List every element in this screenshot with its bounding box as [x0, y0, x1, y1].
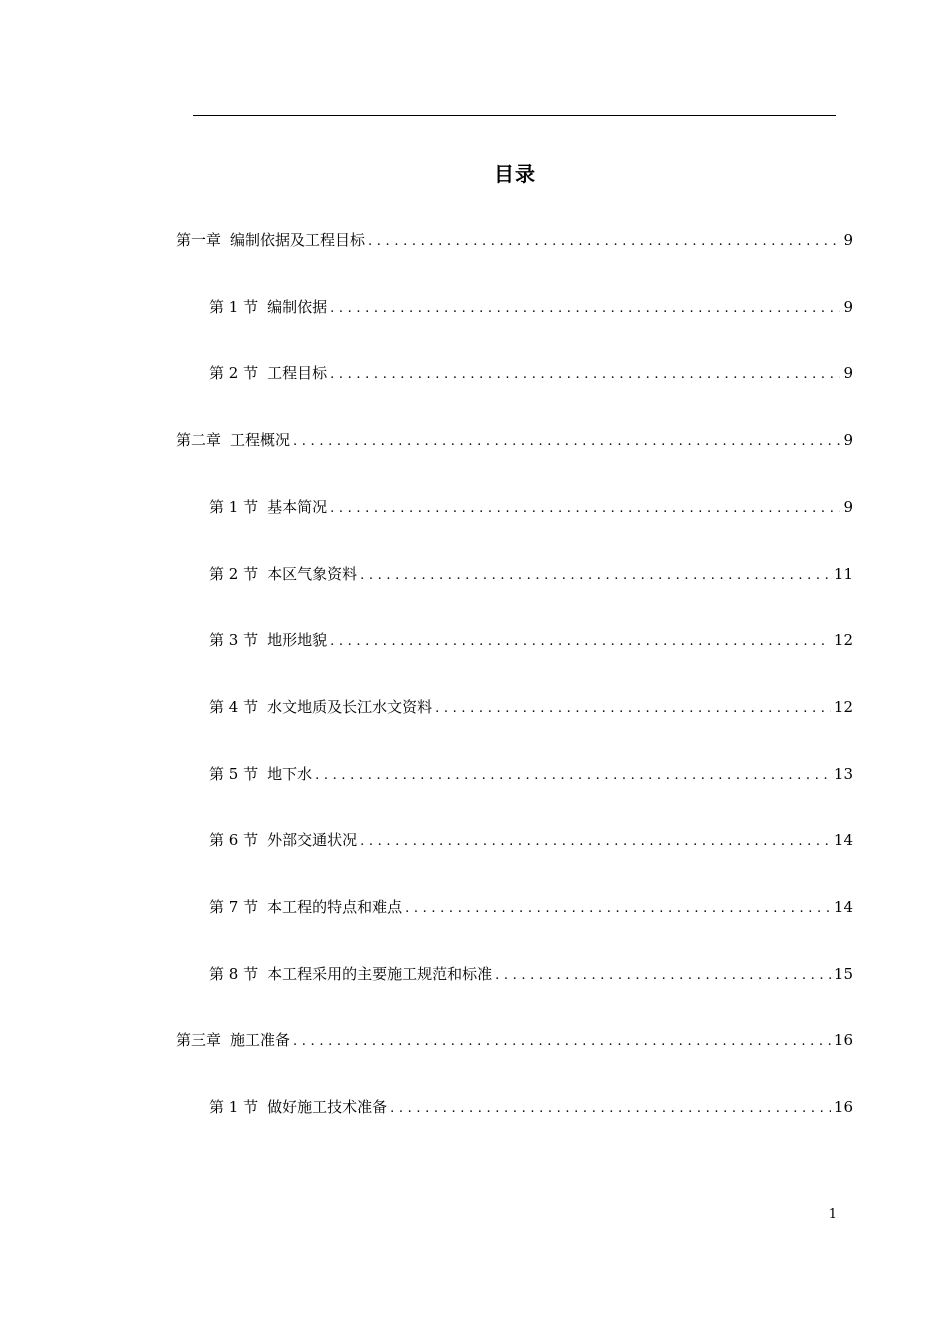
toc-entry-number: 第一章 [176, 231, 222, 249]
toc-entry-page: 16 [833, 1098, 853, 1117]
toc-dot-leader [390, 1098, 831, 1118]
toc-entry-page: 9 [843, 364, 853, 383]
toc-section-entry[interactable] [209, 1096, 853, 1118]
toc-entry-number: 第 1 节 [209, 297, 259, 316]
toc-entry-label [209, 296, 330, 318]
toc-entry-title: 本工程的特点和难点 [267, 898, 403, 916]
toc-entry-title: 基本简况 [267, 497, 328, 516]
page-number: 1 [828, 1207, 837, 1222]
toc-entry-title: 工程概况 [230, 431, 291, 450]
toc-entry-label [176, 229, 368, 251]
toc-entry-title: 做好施工技术准备 [267, 1098, 388, 1117]
toc-entry-number: 第 5 节 [209, 764, 259, 783]
toc-entry-page: 11 [833, 564, 853, 583]
toc-entry-title: 地形地貌 [267, 631, 328, 650]
toc-entry-number: 第二章 [176, 431, 222, 450]
toc-entry-page: 14 [833, 898, 853, 916]
toc-entry-title: 地下水 [267, 764, 313, 783]
toc-entry-title: 工程目标 [267, 364, 328, 383]
toc-entry-label [209, 896, 405, 918]
toc-entry-title: 水文地质及长江水文资料 [267, 697, 433, 716]
toc-section-entry[interactable] [209, 763, 853, 785]
toc-entry-page: 14 [833, 831, 853, 850]
toc-entry-label [209, 629, 330, 651]
toc-entry-label [209, 496, 330, 518]
toc-entry-label [176, 429, 293, 451]
toc-dot-leader [315, 765, 831, 785]
toc-entry-label [209, 763, 315, 785]
toc-section-entry[interactable] [209, 563, 853, 585]
toc-entry-label [209, 963, 495, 985]
toc-dot-leader [330, 498, 840, 518]
toc-section-entry[interactable] [209, 696, 853, 718]
toc-entry-title: 本工程采用的主要施工规范和标准 [267, 964, 493, 983]
toc-entry-number: 第 2 节 [209, 564, 259, 583]
toc-section-entry[interactable] [209, 829, 853, 851]
toc-dot-leader [330, 298, 840, 318]
toc-dot-leader [368, 231, 840, 251]
toc-section-entry[interactable] [209, 296, 853, 318]
toc-chapter-entry[interactable] [176, 429, 853, 451]
toc-dot-leader [360, 831, 831, 851]
toc-entry-number: 第 4 节 [209, 697, 259, 716]
toc-entry-label [209, 362, 330, 384]
toc-entry-page: 9 [843, 231, 853, 249]
toc-chapter-entry[interactable] [176, 229, 853, 251]
toc-entry-number: 第 1 节 [209, 497, 259, 516]
toc-section-entry[interactable] [209, 896, 853, 918]
toc-entry-number: 第 1 节 [209, 1098, 259, 1117]
toc-entry-number: 第 6 节 [209, 831, 259, 850]
toc-chapter-entry[interactable] [176, 1029, 853, 1051]
toc-entry-page: 16 [833, 1031, 853, 1050]
toc-entry-number: 第 2 节 [209, 364, 259, 383]
toc-dot-leader [330, 631, 831, 651]
toc-entry-title: 施工准备 [230, 1031, 291, 1050]
toc-dot-leader [330, 364, 840, 384]
toc-title: 目录 [494, 162, 536, 186]
toc-entry-title: 本区气象资料 [267, 564, 358, 583]
toc-entry-page: 9 [843, 497, 853, 516]
toc-entry-title: 编制依据及工程目标 [230, 231, 366, 249]
toc-section-entry[interactable] [209, 496, 853, 518]
toc-entry-page: 13 [833, 764, 853, 783]
toc-entry-page: 12 [833, 697, 853, 716]
toc-entry-title: 编制依据 [267, 297, 328, 316]
toc-section-entry[interactable] [209, 362, 853, 384]
toc-entry-page: 9 [843, 431, 853, 450]
toc-dot-leader [405, 898, 831, 918]
toc-entry-page: 12 [833, 631, 853, 650]
toc-entry-number: 第 8 节 [209, 964, 259, 983]
toc-dot-leader [435, 698, 831, 718]
toc-entry-label [176, 1029, 293, 1051]
toc-entry-label [209, 829, 360, 851]
toc-dot-leader [495, 965, 831, 985]
toc-entry-title: 外部交通状况 [267, 831, 358, 850]
toc-entry-number: 第 3 节 [209, 631, 259, 650]
toc-section-entry[interactable] [209, 629, 853, 651]
toc-entry-page: 15 [833, 964, 853, 983]
toc-entry-label [209, 696, 435, 718]
toc-dot-leader [293, 1031, 831, 1051]
toc-dot-leader [360, 565, 831, 585]
toc-dot-leader [293, 431, 840, 451]
toc-entry-number: 第三章 [176, 1031, 222, 1050]
toc-entry-label [209, 1096, 390, 1118]
toc-entry-label [209, 563, 360, 585]
toc-section-entry[interactable] [209, 963, 853, 985]
toc-entry-page: 9 [843, 297, 853, 316]
toc-entry-number: 第 7 节 [209, 898, 259, 916]
